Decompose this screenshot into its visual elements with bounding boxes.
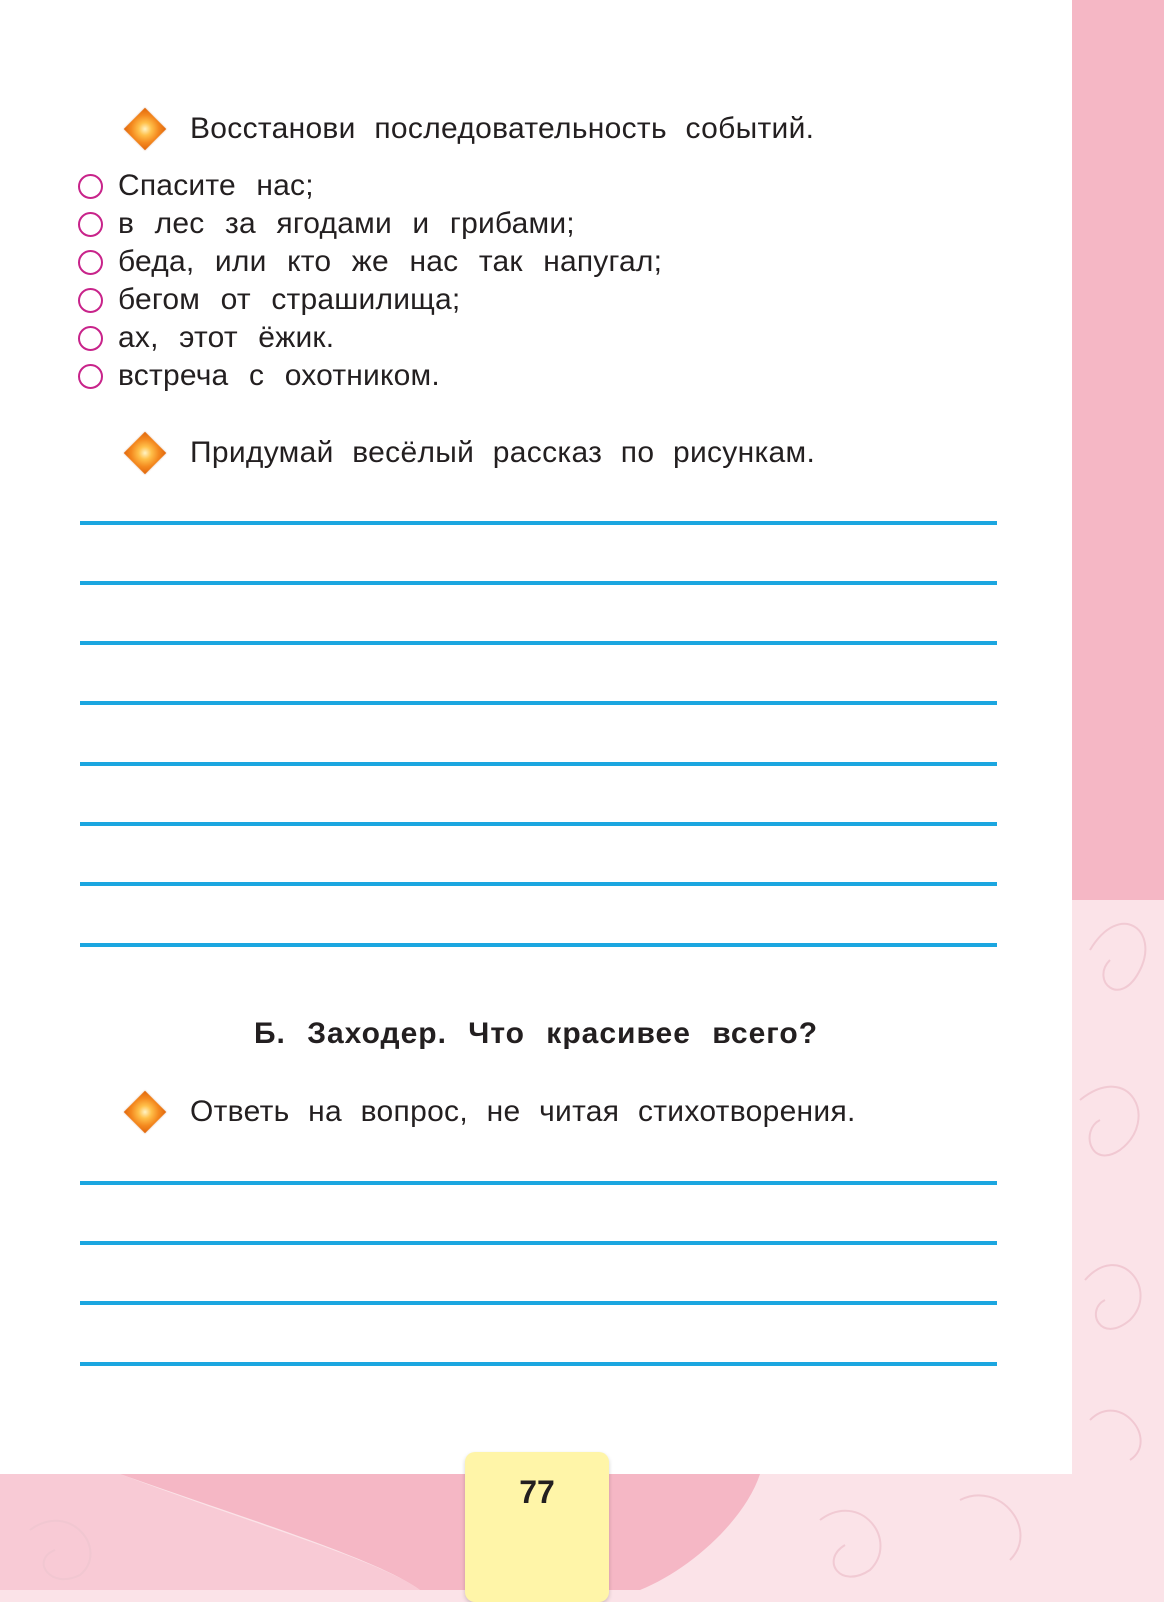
task-answer bbox=[130, 1095, 856, 1129]
writing-line[interactable] bbox=[80, 521, 997, 525]
option-text: ах, этот ёжик. bbox=[118, 321, 335, 354]
writing-line[interactable] bbox=[80, 882, 997, 886]
list-item bbox=[78, 205, 662, 243]
writing-line[interactable] bbox=[80, 1362, 997, 1366]
circle-icon[interactable] bbox=[78, 212, 103, 237]
task-answer-prompt: Ответь на вопрос, не читая стихотворения. bbox=[190, 1095, 856, 1128]
writing-line[interactable] bbox=[80, 1181, 997, 1185]
list-item bbox=[78, 243, 662, 281]
circle-icon[interactable] bbox=[78, 174, 103, 199]
task-order-prompt: Восстанови последовательность событий. bbox=[190, 112, 815, 145]
option-text: Спасите нас; bbox=[118, 169, 314, 202]
event-options-list bbox=[78, 167, 662, 395]
list-item bbox=[78, 319, 662, 357]
circle-icon[interactable] bbox=[78, 364, 103, 389]
writing-line[interactable] bbox=[80, 581, 997, 585]
writing-line[interactable] bbox=[80, 1241, 997, 1245]
task-story bbox=[130, 436, 815, 470]
orange-diamond-icon bbox=[124, 1091, 166, 1133]
section-title: Б. Заходер. Что красивее всего? bbox=[253, 1017, 819, 1050]
list-item bbox=[78, 167, 662, 205]
task-order-events bbox=[130, 112, 814, 146]
task-story-prompt: Придумай весёлый рассказ по рисункам. bbox=[190, 436, 816, 469]
writing-line[interactable] bbox=[80, 822, 997, 826]
circle-icon[interactable] bbox=[78, 326, 103, 351]
option-text: в лес за ягодами и грибами; bbox=[118, 207, 575, 240]
option-text: встреча с охотником. bbox=[118, 359, 440, 392]
orange-diamond-icon bbox=[124, 108, 166, 150]
list-item bbox=[78, 281, 662, 319]
page-number: 77 bbox=[519, 1474, 555, 1510]
option-text: бегом от страшилища; bbox=[118, 283, 461, 316]
writing-line[interactable] bbox=[80, 641, 997, 645]
option-text: беда, или кто же нас так напугал; bbox=[118, 245, 663, 278]
circle-icon[interactable] bbox=[78, 288, 103, 313]
writing-line[interactable] bbox=[80, 1301, 997, 1305]
page-number-tab bbox=[465, 1452, 609, 1602]
list-item bbox=[78, 357, 662, 395]
writing-line[interactable] bbox=[80, 762, 997, 766]
writing-line[interactable] bbox=[80, 943, 997, 947]
orange-diamond-icon bbox=[124, 432, 166, 474]
writing-line[interactable] bbox=[80, 701, 997, 705]
circle-icon[interactable] bbox=[78, 250, 103, 275]
